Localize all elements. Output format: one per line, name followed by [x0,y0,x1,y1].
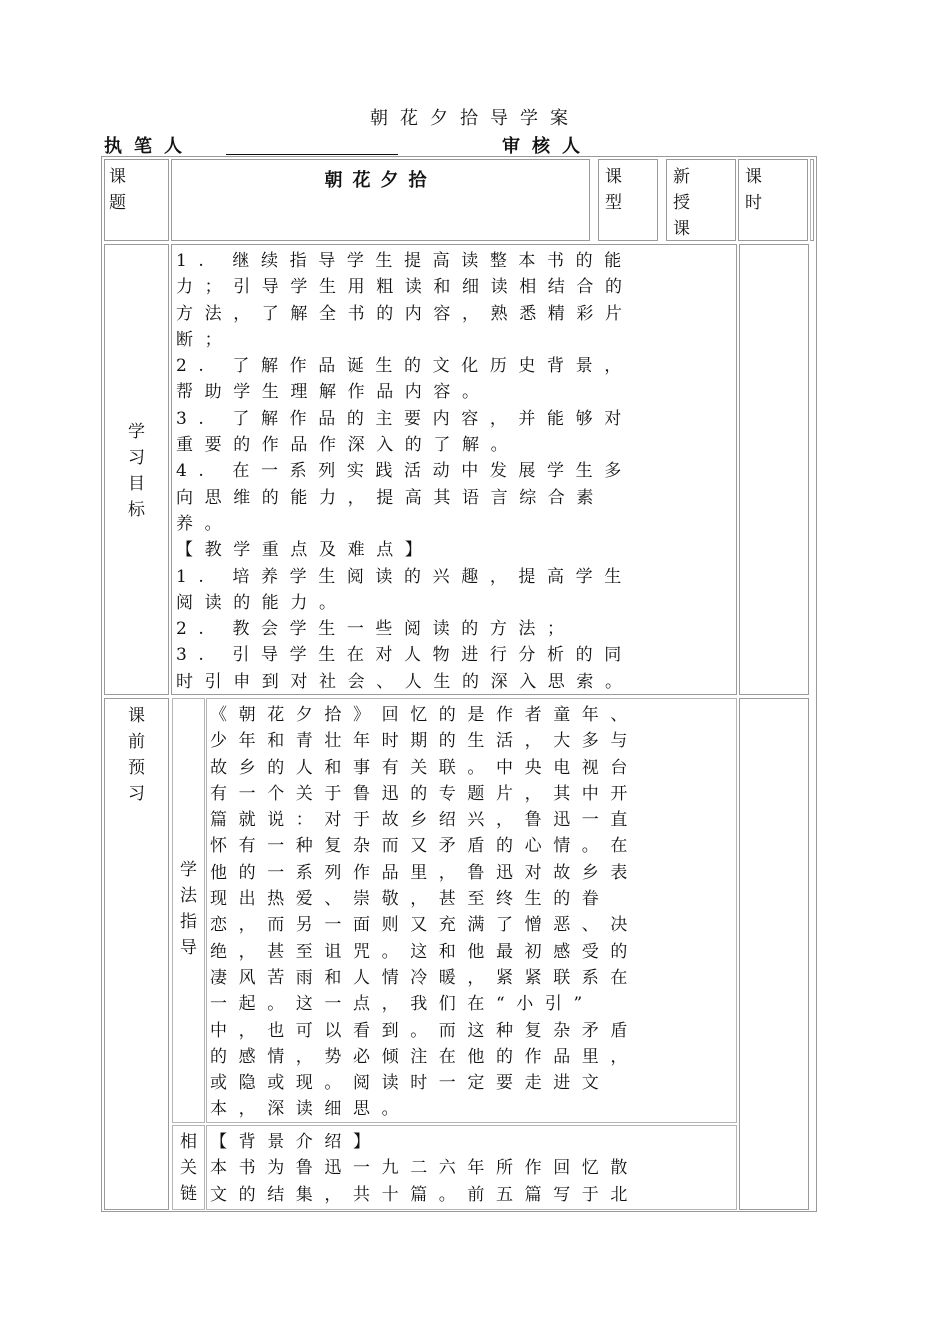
objective-line: 养。 [176,513,234,534]
objective-line: 2. 了解作品诞生的文化历史背景， [176,356,633,377]
preview-right-cell [739,698,809,1210]
method-line: 恋，而另一面则又充满了憎恶、决 [210,915,639,936]
type-label: 课型 [605,167,622,213]
method-label-cell [172,698,205,1123]
method-line: 的感情，势必倾注在他的作品里， [210,1046,639,1067]
objective-line: 方法，了解全书的内容，熟悉精彩片 [176,303,634,324]
links-text [210,1129,722,1208]
background-heading: 【背景介绍】 [210,1132,382,1152]
type-label-cell [598,159,658,241]
method-line: 中，也可以看到。而这种复杂矛盾 [210,1020,639,1041]
hours-label: 课时 [745,167,762,213]
objective-line: 3. 引导学生在对人物进行分析的同 [176,645,633,666]
hours-label-cell [738,159,808,241]
document-title: 朝花夕拾导学案 [370,108,580,129]
objective-line: 重要的作品作深入的了解。 [176,435,520,456]
objective-line: 2. 教会学生一些阅读的方法； [176,619,576,640]
method-line: 《朝花夕拾》回忆的是作者童年、 [210,705,639,725]
method-line: 有一个关于鲁迅的专题片，其中开 [210,783,639,804]
objective-line: 力；引导学生用粗读和细读相结合的 [176,277,634,298]
objectives-label-cell [104,244,169,695]
objectives-label: 学习目标 [128,422,145,520]
objective-line: 帮助学生理解作品内容。 [176,382,491,403]
links-line: 文的结集，共十篇。前五篇写于北 [210,1184,639,1205]
method-line: 绝，甚至诅咒。这和他最初感受的 [210,941,639,962]
writer-signature-line [226,154,398,155]
hours-value-cell [810,159,814,241]
objective-line: 1. 继续指导学生提高读整本书的能 [176,251,633,271]
method-line: 篇就说：对于故乡绍兴，鲁迅一直 [210,810,639,831]
method-line: 本，深读细思。 [210,1099,411,1120]
objective-line: 时引申到对社会、人生的深入思索。 [176,671,634,692]
method-content-cell [206,698,737,1123]
method-line: 少年和青壮年时期的生活，大多与 [210,731,639,752]
method-line: 现出热爱、崇敬，甚至终生的眷 [210,889,611,910]
preview-label-cell [104,698,169,1210]
method-line: 或隐或现。阅读时一定要走进文 [210,1073,611,1094]
preview-label: 课前预习 [128,706,145,804]
topic-label-cell [104,159,169,241]
method-label: 学法指导 [180,860,197,958]
objective-line: 4. 在一系列实践活动中发展学生多 [176,461,633,482]
method-line: 他的一系列作品里，鲁迅对故乡表 [210,862,639,883]
method-text [210,702,722,1123]
links-line: 本书为鲁迅一九二六年所作回忆散 [210,1158,639,1179]
links-label: 相关链 [180,1132,197,1204]
objectives-content-cell [171,244,737,695]
objective-line: 断； [176,329,234,350]
key-points-heading: 【教学重点及难点】 [176,540,434,561]
topic-value: 朝花夕拾 [324,170,437,191]
topic-value-cell [171,159,590,241]
method-line: 一起。这一点，我们在“小引” [210,994,594,1015]
writer-label: 执笔人 [104,136,194,157]
method-line: 怀有一种复杂而又矛盾的心情。在 [210,836,639,857]
objectives-text [176,248,712,695]
topic-label: 课题 [109,167,126,213]
links-content-cell [206,1125,737,1210]
method-line: 故乡的人和事有关联。中央电视台 [210,757,639,778]
objective-line: 向思维的能力，提高其语言综合素 [176,487,605,508]
objective-line: 1. 培养学生阅读的兴趣，提高学生 [176,566,633,587]
type-value-cell [666,159,736,241]
objective-line: 3. 了解作品的主要内容，并能够对 [176,408,633,429]
type-value: 新授课 [673,167,690,239]
reviewer-label: 审核人 [502,136,592,157]
method-line: 凄风苦雨和人情冷暖，紧紧联系在 [210,967,639,988]
objective-line: 阅读的能力。 [176,592,348,613]
objectives-right-cell [739,244,809,695]
links-label-cell [172,1125,205,1210]
